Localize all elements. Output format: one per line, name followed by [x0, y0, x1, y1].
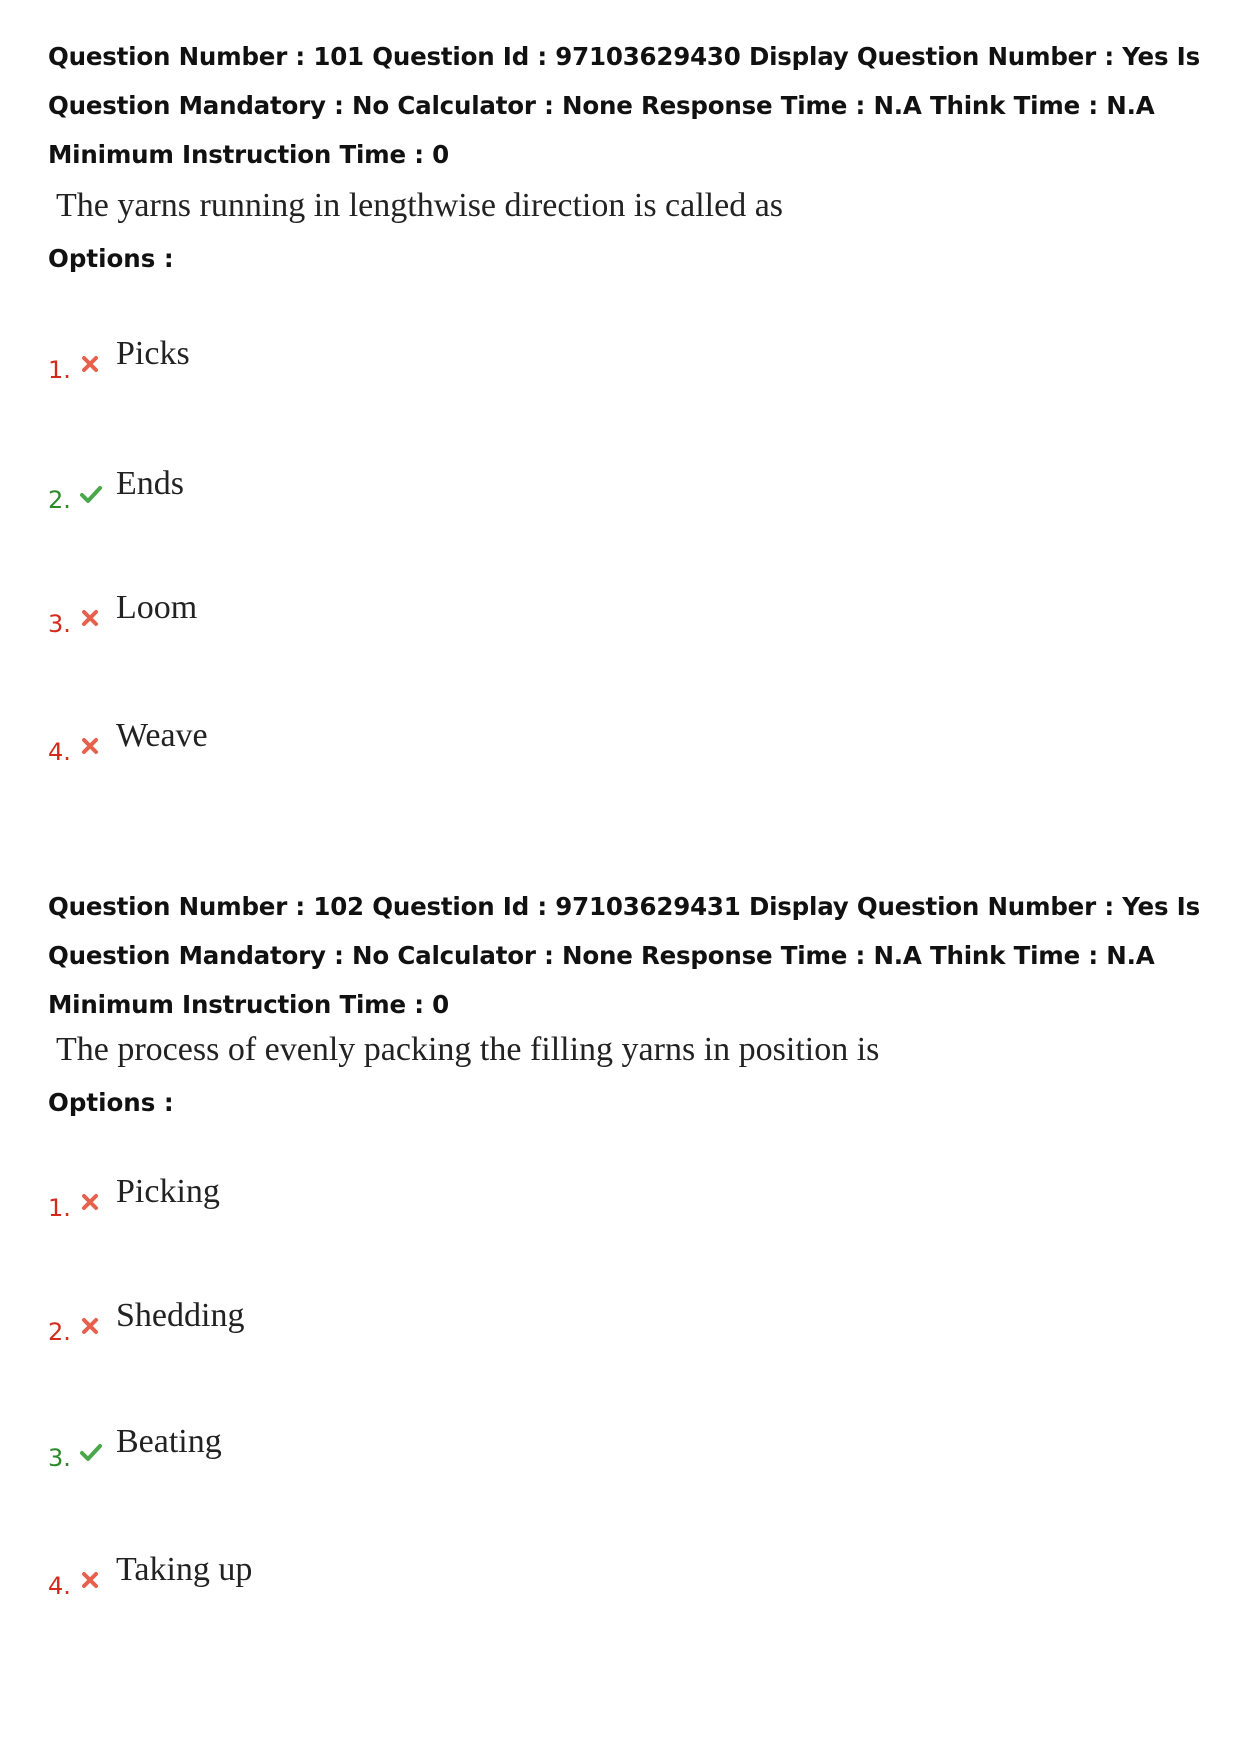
- cross-icon: [78, 734, 102, 758]
- option-1: [48, 1170, 648, 1230]
- option-2: [48, 462, 648, 522]
- question-header: Question Number : 101 Question Id : 97103629430 Display Question Number : Yes Is Question Mandatory : No Calculator : None Response Time : N.A Think Time : N.A Minimum Instruction Time : 0: [48, 42, 1200, 169]
- cross-icon: [78, 352, 102, 376]
- cross-icon: [78, 1314, 102, 1338]
- option-number: 1.: [48, 1194, 71, 1222]
- question-text: The process of evenly packing the filling yarns in position is: [56, 1031, 880, 1068]
- option-number: 4.: [48, 738, 71, 766]
- option-text: Loom: [116, 589, 198, 626]
- option-text: Weave: [116, 717, 208, 754]
- option-text: Picks: [116, 335, 190, 372]
- option-text: Taking up: [116, 1551, 253, 1588]
- cross-icon: [78, 1568, 102, 1592]
- option-4: [48, 1548, 648, 1608]
- option-number: 4.: [48, 1572, 71, 1600]
- option-number: 3.: [48, 610, 71, 638]
- cross-icon: [78, 606, 102, 630]
- question-header: Question Number : 102 Question Id : 97103629431 Display Question Number : Yes Is Question Mandatory : No Calculator : None Response Time : N.A Think Time : N.A Minimum Instruction Time : 0: [48, 892, 1200, 1019]
- option-number: 2.: [48, 486, 71, 514]
- option-3: [48, 586, 648, 646]
- option-text: Shedding: [116, 1297, 245, 1334]
- question-block-101: [48, 32, 1218, 766]
- check-icon: [78, 1440, 104, 1464]
- option-number: 1.: [48, 356, 71, 384]
- option-number: 2.: [48, 1318, 71, 1346]
- option-4: [48, 714, 648, 774]
- options-label: Options :: [48, 1088, 174, 1117]
- option-3: [48, 1420, 648, 1480]
- option-text: Beating: [116, 1423, 222, 1460]
- option-text: Picking: [116, 1173, 220, 1210]
- check-icon: [78, 482, 104, 506]
- question-text: The yarns running in lengthwise direction is called as: [56, 187, 784, 224]
- option-text: Ends: [116, 465, 184, 502]
- option-number: 3.: [48, 1444, 71, 1472]
- option-1: [48, 332, 648, 392]
- question-block-102: [48, 882, 1218, 1600]
- options-label: Options :: [48, 244, 174, 273]
- cross-icon: [78, 1190, 102, 1214]
- option-2: [48, 1294, 648, 1354]
